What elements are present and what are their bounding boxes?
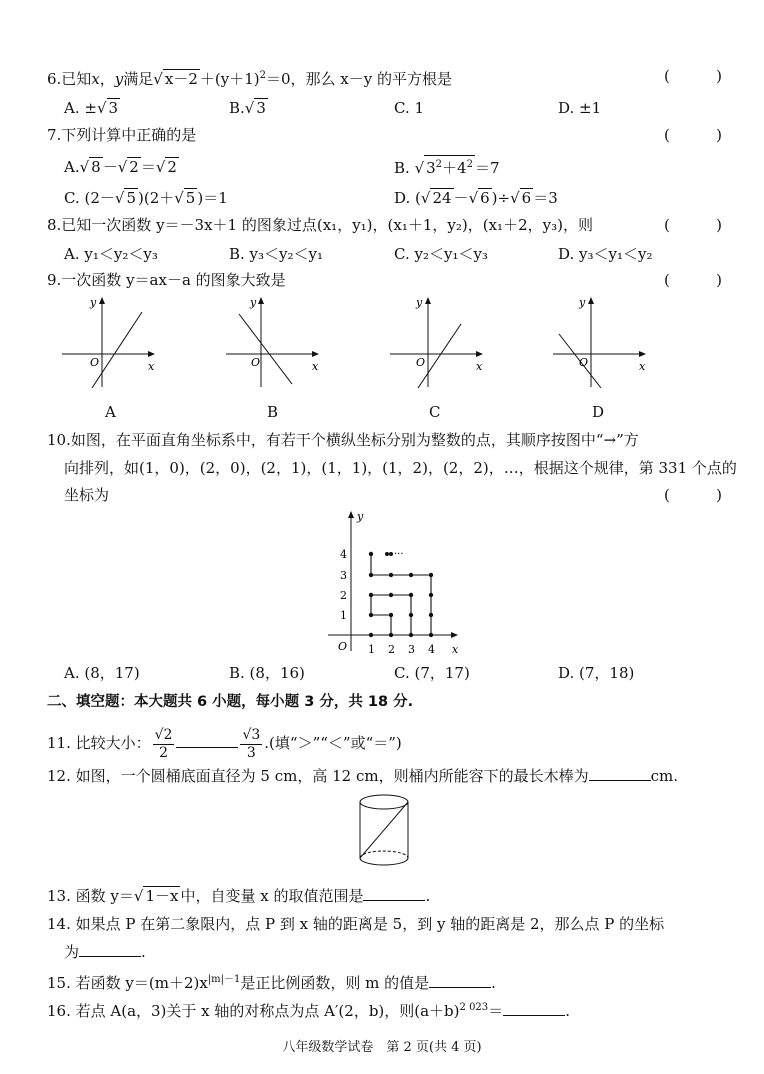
q7-text: 7.下列计算中正确的是	[47, 126, 197, 144]
y-tick-1: 1	[340, 609, 347, 622]
q9-graph-a	[60, 292, 160, 392]
function-line	[239, 314, 292, 384]
y-tick-4: 4	[340, 548, 347, 561]
q10-option-a: A. (8，17)	[64, 664, 140, 682]
q7-stem	[0, 123, 764, 147]
origin-label: O	[416, 356, 426, 369]
origin-label: O	[338, 640, 348, 653]
q12-blank[interactable]	[589, 780, 651, 781]
q6-mid: 满足	[123, 70, 154, 88]
q13-blank[interactable]	[363, 900, 425, 901]
fraction-1: $\frac{√2}{2}$	[154, 726, 173, 761]
q10-grid-figure	[320, 506, 470, 656]
origin-label: O	[90, 356, 100, 369]
q6-option-c: C. 1	[394, 99, 425, 117]
q9-label-a: A	[105, 403, 116, 421]
q16-blank[interactable]	[503, 1015, 565, 1016]
q10-option-b: B. (8，16)	[229, 664, 305, 682]
q10-line-1: 10.如图，在平面直角坐标系中，有若干个横纵坐标分别为整数的点，其顺序按图中“→”方	[47, 431, 639, 449]
q7-options-cd	[0, 186, 764, 210]
q6-square: 2	[259, 70, 266, 81]
q9-label-b: B	[267, 403, 279, 421]
continuation-dots: ···	[394, 549, 404, 560]
diagonal-stick	[360, 802, 408, 858]
q6-sep: ，	[99, 70, 115, 88]
y-tick-2: 2	[340, 589, 347, 602]
section-2-heading: 二、填空题：本大题共 6 小题，每小题 3 分，共 18 分.	[47, 694, 414, 710]
q6-option-d: D. ±1	[558, 99, 602, 117]
q8-option-a: A. y₁＜y₂＜y₃	[64, 245, 158, 263]
q6-stem: 6.已知x，y满足√ $x-2 +(y+1)^2=0$，那么 x－y 的平方根是 ( )	[0, 64, 764, 88]
q8-text: 8.已知一次函数 y＝－3x＋1 的图象过点(x₁，y₁)，(x₁＋1，y₂)，(x₁＋2，y₃)，则	[47, 216, 593, 234]
q6-tail: ＝0，那么 x－y 的平方根是	[265, 70, 452, 88]
x-label: x	[452, 643, 459, 656]
q6-options	[0, 96, 764, 120]
origin-label: O	[579, 356, 589, 369]
x-tick-1: 1	[368, 643, 375, 656]
q14-line-2: 为 .	[64, 943, 146, 961]
q9-graph-b	[224, 292, 324, 392]
answer-paren: ( )	[664, 271, 722, 289]
q10-line-3: 坐标为 ( )	[0, 483, 764, 507]
q7-option-d: D. (√ 24 －√ 6 )÷√ 6 ＝3	[394, 189, 558, 207]
q9-stem	[0, 268, 764, 292]
q6-option-a: A. ±√ 3	[64, 99, 119, 117]
q11: 11. 比较大小： $\frac{√2}{2}$ $\frac{√3}{3}$ .(填“＞”“＜”或“＝”)	[47, 726, 402, 761]
q12: 12. 如图，一个圆桶底面直径为 5 cm，高 12 cm，则桶内所能容下的最长木棒为 cm.	[47, 767, 678, 785]
q9-graph-d	[551, 292, 651, 392]
y-label: y	[579, 296, 586, 309]
q6-var-x: x	[91, 70, 100, 88]
y-label: y	[416, 296, 423, 309]
q6-radicand: x－2	[164, 70, 198, 88]
function-line	[92, 312, 142, 388]
q7-option-c: C. (2－√ 5 )(2＋√ 5 )＝1	[64, 189, 228, 207]
q8-stem	[0, 213, 764, 237]
y-tick-3: 3	[340, 569, 347, 582]
answer-paren: ( )	[664, 486, 722, 504]
q6-var-y: y	[114, 70, 124, 88]
x-label: x	[148, 360, 155, 373]
answer-paren: ( )	[664, 126, 722, 144]
q10-option-d: D. (7，18)	[558, 664, 635, 682]
y-label: y	[250, 296, 257, 309]
x-tick-4: 4	[428, 643, 435, 656]
q6-option-b: B.√ 3	[229, 99, 266, 117]
cylinder-top	[360, 795, 408, 809]
page-footer: 八年级数学试卷 第 2 页(共 4 页)	[282, 1040, 482, 1055]
x-ticks	[368, 643, 435, 656]
y-label: y	[90, 296, 97, 309]
q8-options	[0, 242, 764, 266]
q8-option-d: D. y₃＜y₁＜y₂	[558, 245, 653, 263]
x-label: x	[476, 360, 483, 373]
q8-option-b: B. y₃＜y₂＜y₁	[229, 245, 324, 263]
q15: 15. 若函数 $y=(m+2)x^{|m|-1}$是正比例函数，则 m 的值是 .	[47, 974, 496, 992]
x-tick-2: 2	[388, 643, 395, 656]
q6-plus: ＋(y＋1)	[199, 70, 260, 88]
x-label: x	[639, 360, 646, 373]
cylinder-figure	[354, 792, 414, 872]
q16: 16. 若点 A(a，3)关于 x 轴的对称点为点 A′(2，b)，则$(a+b)^{2 023}=$ .	[47, 1002, 570, 1020]
y-label: y	[357, 510, 364, 523]
x-label: x	[312, 360, 319, 373]
answer-paren: ( )	[664, 216, 722, 234]
q9-label-c: C	[429, 403, 441, 421]
q9-graph-labels	[0, 400, 764, 424]
q6-prefix: 6.已知	[47, 70, 92, 88]
point-path	[371, 554, 431, 635]
q7-option-b: B. √ $3^2+4^2 =7$	[394, 155, 500, 180]
origin-label: O	[251, 356, 261, 369]
q10-line-2: 向排列，如(1，0)，(2，0)，(2，1)，(1，1)，(1，2)，(2，2)，…，根据这个规律，第 331 个点的	[64, 459, 737, 477]
q13: 13. 函数 y＝√ 1－x 中，自变量 x 的取值范围是 .	[47, 887, 431, 905]
q8-option-c: C. y₂＜y₁＜y₃	[394, 245, 488, 263]
q9-label-d: D	[592, 403, 605, 421]
x-tick-3: 3	[408, 643, 415, 656]
q11-blank[interactable]	[176, 747, 238, 748]
q9-graph-c	[388, 292, 488, 392]
q10-options	[0, 661, 764, 685]
q7-options-ab	[0, 155, 764, 179]
q15-blank[interactable]	[429, 987, 491, 988]
q10-option-c: C. (7，17)	[394, 664, 470, 682]
q14-line-1: 14. 如果点 P 在第二象限内，点 P 到 x 轴的距离是 5，到 y 轴的距离是 2，那么点 P 的坐标	[47, 915, 665, 933]
q9-text: 9.一次函数 y＝ax－a 的图象大致是	[47, 271, 286, 289]
y-ticks	[340, 548, 347, 622]
answer-paren: ( )	[664, 67, 722, 85]
q14-blank[interactable]	[79, 956, 141, 957]
fraction-2: $\frac{√3}{3}$	[242, 726, 261, 761]
q7-option-a: A.√ 8 －√ 2 ＝√ 2	[64, 158, 177, 176]
